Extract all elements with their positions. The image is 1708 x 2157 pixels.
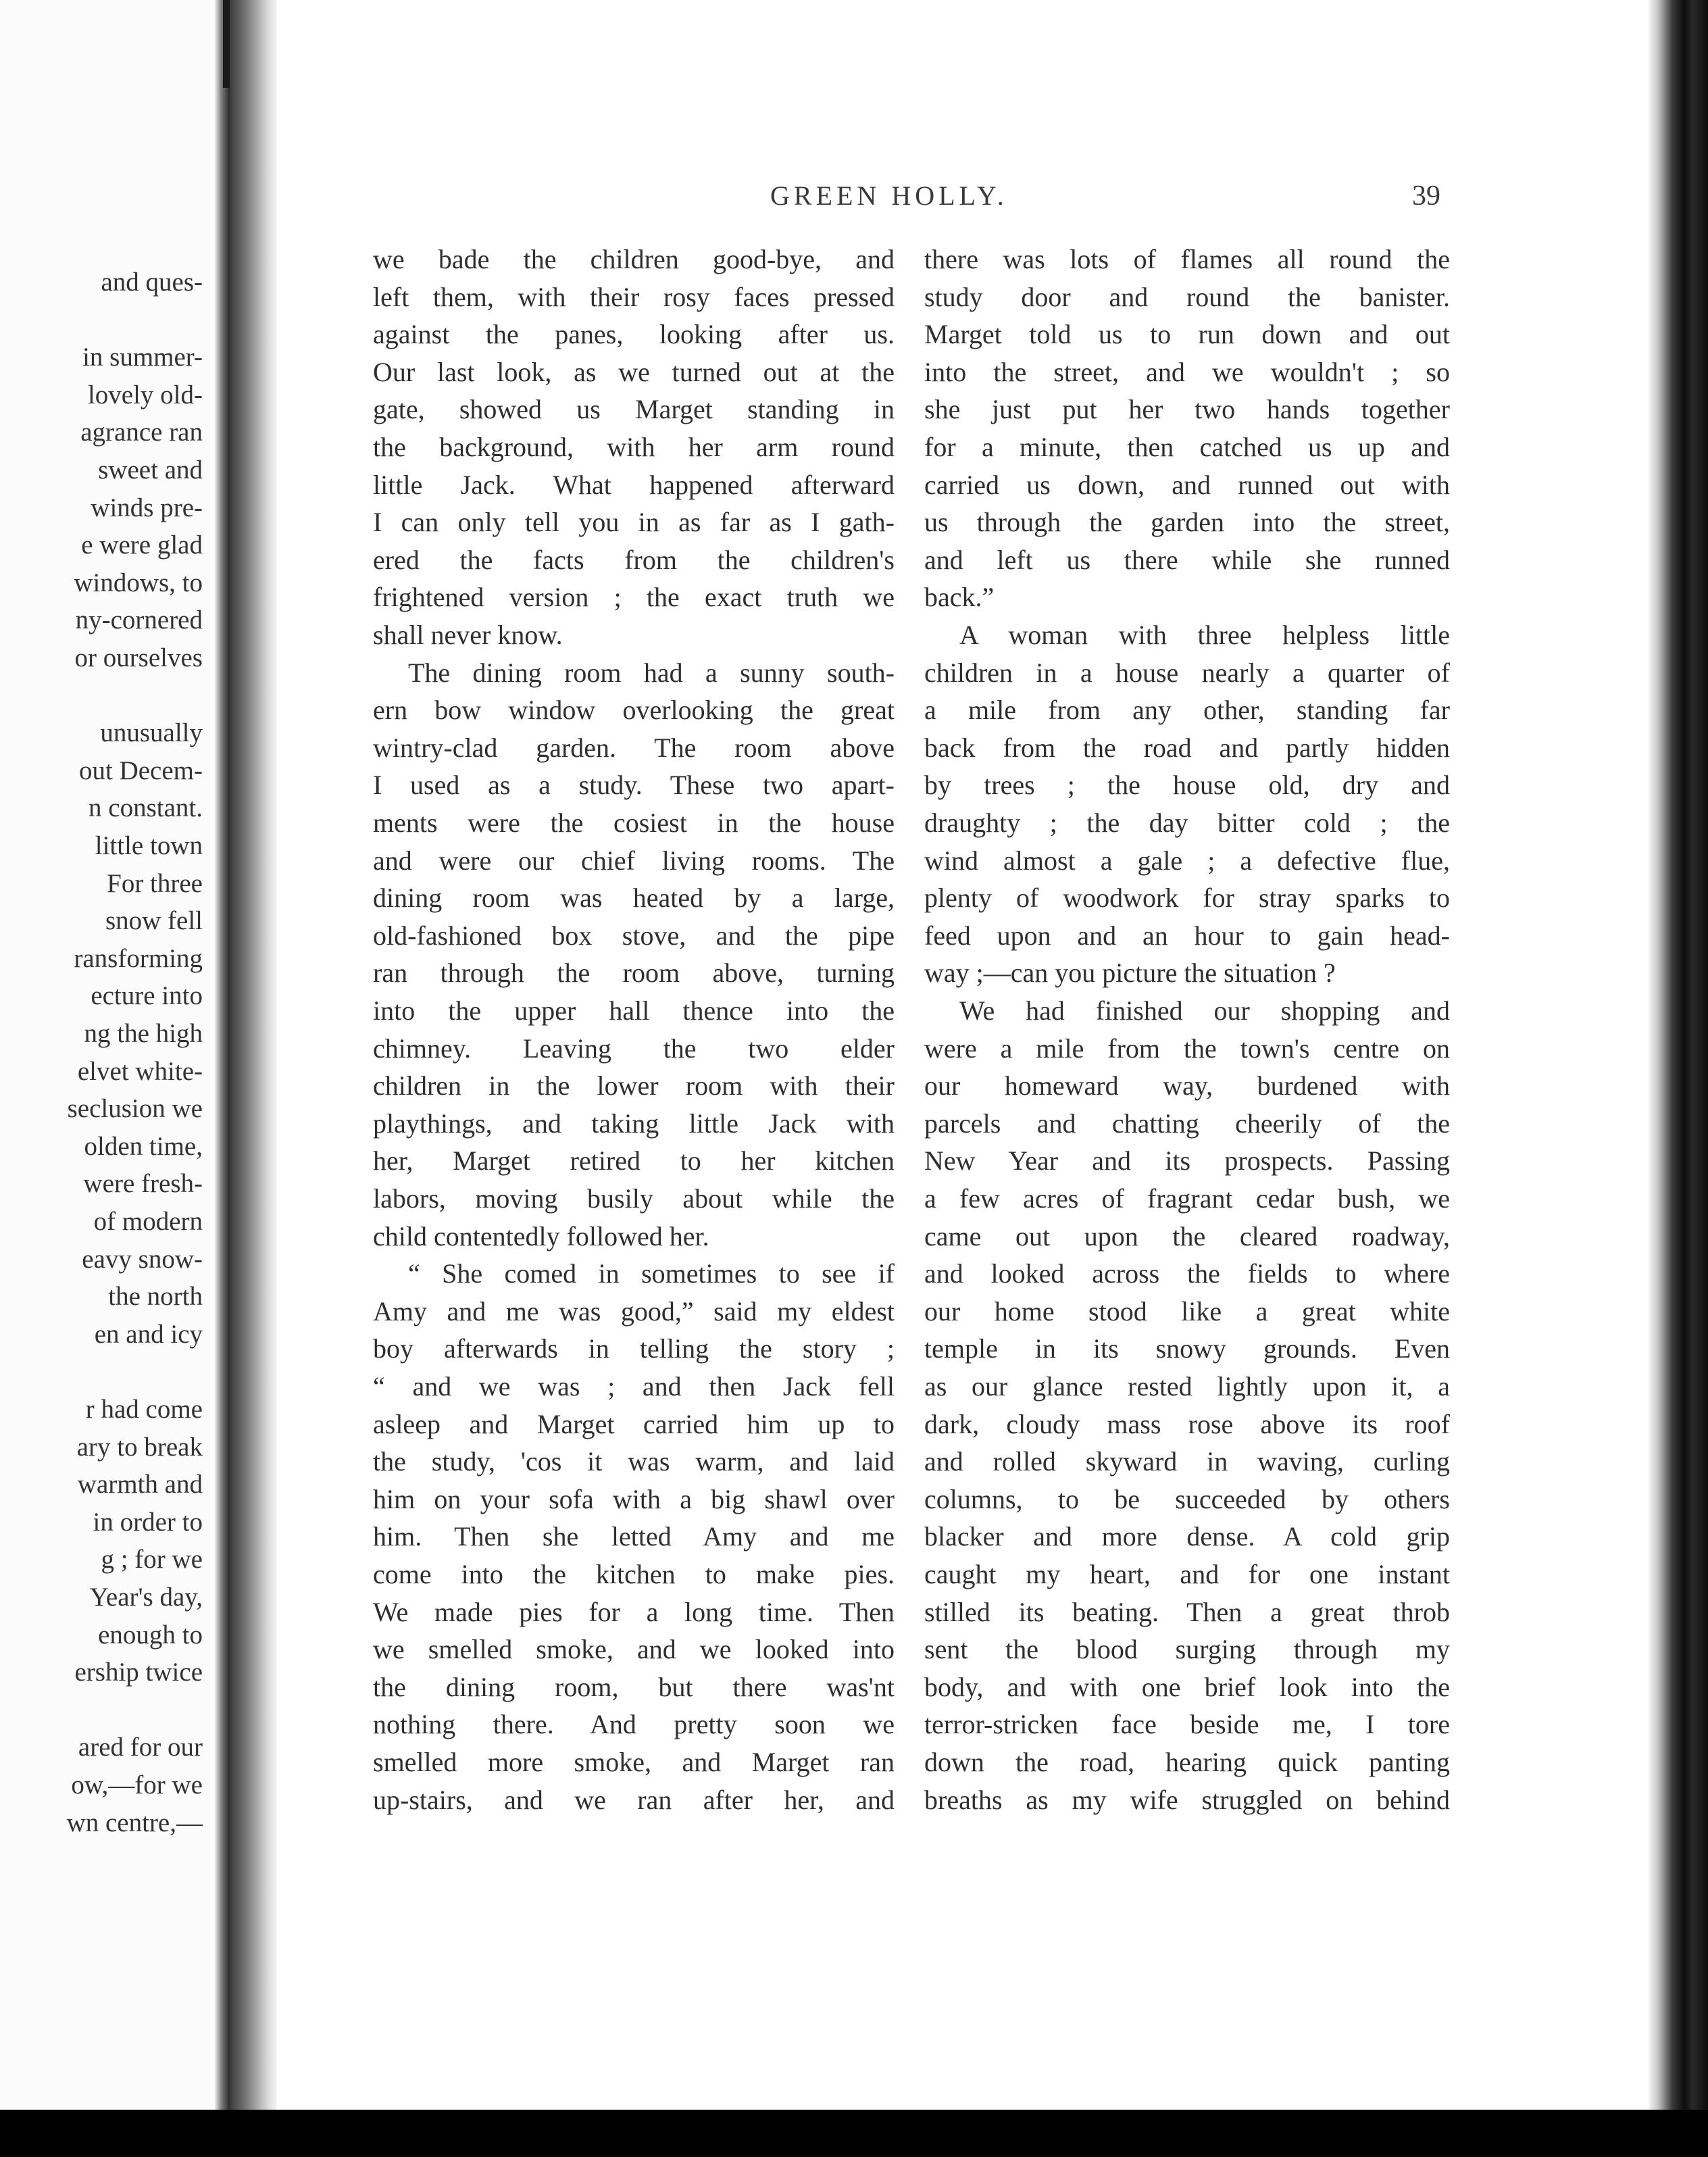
text-line: children in the lower room with their — [373, 1070, 895, 1101]
facing-page-line: of modern — [93, 1207, 203, 1236]
text-line: dark, cloudy mass rose above its roof — [924, 1408, 1450, 1439]
facing-page-line: were fresh- — [83, 1169, 203, 1199]
text-line: and were our chief living rooms. The — [373, 845, 895, 876]
text-line: us through the garden into the street, — [924, 507, 1450, 538]
text-line: the study, 'cos it was warm, and laid — [373, 1446, 895, 1477]
text-line: against the panes, looking after us. — [373, 319, 895, 350]
facing-page-line: ared for our — [78, 1733, 203, 1762]
facing-page-line: en and icy — [94, 1319, 203, 1349]
facing-page-line: enough to — [98, 1620, 203, 1650]
text-line: little Jack. What happened afterward — [373, 469, 895, 500]
text-line: I can only tell you in as far as I gath- — [373, 507, 895, 538]
facing-page-line: ow,—for we — [71, 1770, 203, 1800]
text-line: she just put her two hands together — [924, 394, 1450, 425]
text-line: him on your sofa with a big shawl over — [373, 1483, 895, 1514]
text-line: back from the road and partly hidden — [924, 732, 1450, 763]
facing-page-line: For three — [107, 868, 203, 898]
text-line: left them, with their rosy faces pressed — [373, 281, 895, 312]
text-line: feed upon and an hour to gain head- — [924, 920, 1450, 951]
text-line: back.” — [924, 582, 995, 613]
text-line: wind almost a gale ; a defective flue, — [924, 845, 1450, 876]
text-line: smelled more smoke, and Marget ran — [373, 1747, 895, 1777]
text-line: and looked across the fields to where — [924, 1258, 1450, 1289]
facing-page-line: out Decem- — [78, 755, 203, 785]
text-line: a mile from any other, standing far — [924, 695, 1450, 726]
facing-page-line: in summer- — [82, 343, 203, 372]
text-line: a few acres of fragrant cedar bush, we — [924, 1183, 1450, 1214]
facing-page-line: the north — [108, 1282, 203, 1312]
text-line: the background, with her arm round — [373, 432, 895, 462]
text-line: chimney. Leaving the two elder — [373, 1033, 895, 1064]
facing-page-line: and ques- — [101, 268, 203, 297]
text-line: ran through the room above, turning — [373, 958, 895, 989]
facing-page-line: windows, to — [74, 568, 203, 597]
text-line: children in a house nearly a quarter of — [924, 657, 1450, 688]
text-line: gate, showed us Marget standing in — [373, 394, 895, 425]
text-line: labors, moving busily about while the — [373, 1183, 895, 1214]
text-line: columns, to be succeeded by others — [924, 1483, 1450, 1514]
text-line: Amy and me was good,” said my eldest — [373, 1295, 895, 1327]
text-line: boy afterwards in telling the story ; — [373, 1333, 895, 1364]
text-line: up-stairs, and we ran after her, and — [373, 1784, 895, 1815]
text-line: wintry-clad garden. The room above — [373, 732, 895, 763]
facing-page-line: ransforming — [74, 943, 203, 973]
text-line: dining room was heated by a large, — [373, 883, 895, 914]
text-line: We had finished our shopping and — [959, 995, 1450, 1026]
text-line: her, Marget retired to her kitchen — [373, 1145, 895, 1176]
facing-page-line: or ourselves — [74, 643, 203, 672]
running-title: GREEN HOLLY. — [770, 180, 1008, 211]
text-line: were a mile from the town's centre on — [924, 1033, 1450, 1064]
text-line: shall never know. — [373, 620, 563, 650]
text-line: ments were the cosiest in the house — [373, 808, 895, 838]
text-line: and left us there while she runned — [924, 544, 1450, 575]
facing-page-line: Year's day, — [89, 1583, 203, 1612]
text-line: body, and with one brief look into the — [924, 1671, 1450, 1702]
facing-page-line: warmth and — [77, 1470, 203, 1499]
facing-page-line: ary to break — [76, 1432, 203, 1462]
text-line: our home stood like a great white — [924, 1295, 1450, 1327]
facing-page-line: wn centre,— — [66, 1808, 203, 1837]
facing-page-line: in order to — [93, 1507, 203, 1537]
text-line: into the upper hall thence into the — [373, 995, 895, 1026]
text-line: terror-stricken face beside me, I tore — [924, 1709, 1450, 1740]
facing-page-line: ecture into — [91, 981, 203, 1011]
facing-page-line: ny-cornered — [75, 605, 203, 635]
text-line: New Year and its prospects. Passing — [924, 1145, 1450, 1176]
facing-page-line: olden time, — [84, 1131, 203, 1161]
facing-page-line: eavy snow- — [82, 1244, 203, 1274]
text-line: child contentedly followed her. — [373, 1220, 709, 1251]
facing-page-line: lovely old- — [87, 380, 203, 410]
text-line: Marget told us to run down and out — [924, 319, 1450, 350]
text-line: way ;—can you picture the situation ? — [924, 958, 1336, 989]
facing-page-line: sweet and — [98, 455, 203, 485]
book-edge — [1649, 0, 1708, 2157]
text-line: “ and we was ; and then Jack fell — [373, 1371, 895, 1402]
text-line: come into the kitchen to make pies. — [373, 1559, 895, 1589]
facing-page-line: n constant. — [89, 793, 203, 823]
facing-page-line: ership twice — [74, 1658, 203, 1687]
text-line: I used as a study. These two apart- — [373, 770, 895, 801]
text-line: as our glance rested lightly upon it, a — [924, 1371, 1450, 1402]
text-line: sent the blood surging through my — [924, 1634, 1450, 1665]
facing-page-fragment — [0, 0, 223, 2157]
text-line: there was lots of flames all round the — [924, 244, 1450, 274]
text-line: temple in its snowy grounds. Even — [924, 1333, 1450, 1364]
text-line: study door and round the banister. — [924, 281, 1450, 312]
book-gutter — [230, 0, 277, 2157]
text-line: plenty of woodwork for stray sparks to — [924, 883, 1450, 914]
text-line: draughty ; the day bitter cold ; the — [924, 808, 1450, 838]
text-line: blacker and more dense. A cold grip — [924, 1521, 1450, 1552]
text-line: into the street, and we wouldn't ; so — [924, 356, 1450, 387]
facing-page-line: r had come — [85, 1395, 203, 1424]
facing-page-line: winds pre- — [91, 493, 203, 522]
text-line: by trees ; the house old, dry and — [924, 770, 1450, 801]
text-line: ered the facts from the children's — [373, 544, 895, 575]
facing-page-line: little town — [95, 831, 203, 860]
text-line: playthings, and taking little Jack with — [373, 1108, 895, 1139]
text-line: and rolled skyward in waving, curling — [924, 1446, 1450, 1477]
text-line: the dining room, but there was'nt — [373, 1671, 895, 1702]
text-line: stilled its beating. Then a great throb — [924, 1596, 1450, 1627]
text-line: down the road, hearing quick panting — [924, 1747, 1450, 1777]
facing-page-line: elvet white- — [77, 1056, 203, 1086]
page-number: 39 — [1412, 180, 1440, 212]
page-fold-shadow — [215, 0, 230, 2157]
text-line: for a minute, then catched us up and — [924, 432, 1450, 462]
facing-page-line: g ; for we — [101, 1545, 203, 1575]
text-line: A woman with three helpless little — [959, 620, 1450, 650]
facing-page-line: unusually — [100, 718, 203, 748]
text-line: We made pies for a long time. Then — [373, 1596, 895, 1627]
text-line: him. Then she letted Amy and me — [373, 1521, 895, 1552]
text-line: “ She comed in sometimes to see if — [408, 1258, 895, 1289]
text-line: parcels and chatting cheerily of the — [924, 1108, 1450, 1139]
text-line: ern bow window overlooking the great — [373, 695, 895, 726]
facing-page-line: agrance ran — [80, 418, 203, 447]
text-line: breaths as my wife struggled on behind — [924, 1784, 1450, 1815]
text-line: caught my heart, and for one instant — [924, 1559, 1450, 1589]
text-line: our homeward way, burdened with — [924, 1070, 1450, 1101]
text-line: asleep and Marget carried him up to — [373, 1408, 895, 1439]
text-line: Our last look, as we turned out at the — [373, 356, 895, 387]
text-line: nothing there. And pretty soon we — [373, 1709, 895, 1740]
text-line: frightened version ; the exact truth we — [373, 582, 895, 613]
text-line: carried us down, and runned out with — [924, 469, 1450, 500]
facing-page-line: seclusion we — [67, 1094, 203, 1124]
text-line: The dining room had a sunny south- — [408, 657, 895, 688]
text-line: came out upon the cleared roadway, — [924, 1220, 1450, 1251]
facing-page-line: ng the high — [84, 1019, 203, 1048]
scan-border — [0, 2110, 1708, 2157]
text-line: we smelled smoke, and we looked into — [373, 1634, 895, 1665]
facing-page-line: e were glad — [81, 530, 203, 560]
facing-page-line: snow fell — [105, 906, 203, 936]
text-line: old-fashioned box stove, and the pipe — [373, 920, 895, 951]
text-line: we bade the children good-bye, and — [373, 244, 895, 274]
